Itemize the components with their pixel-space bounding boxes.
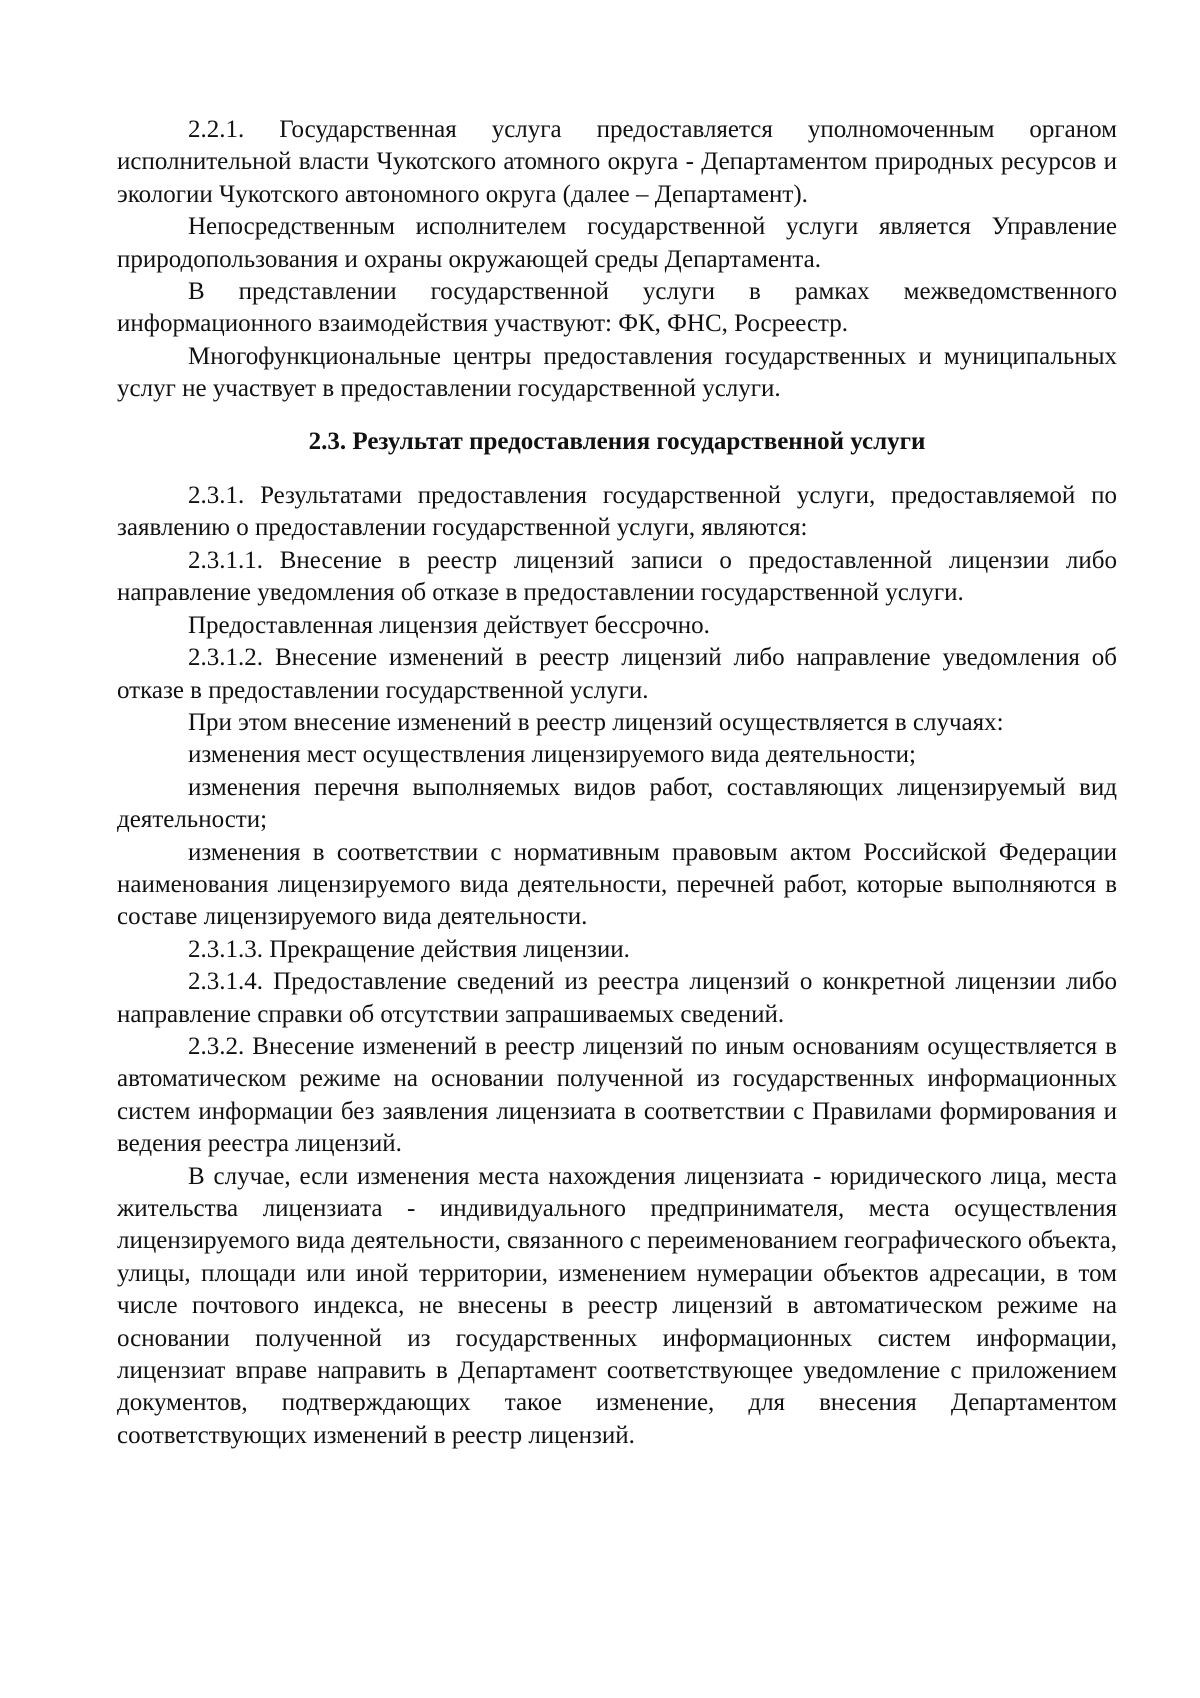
paragraph-change-cases: При этом внесение изменений в реестр лицензий осуществляется в случаях: <box>188 708 1004 736</box>
paragraph-2-3-2: 2.3.2. Внесение изменений в реестр лицензий по иным основаниям осуществляется в автоматическом режиме на основании полученной из государственных информационных систем информации без заявления лицензиата в соответствии с Правилами формирования и ведения реестра лицензий. <box>117 1032 1117 1158</box>
paragraph-interagency: В представлении государственной услуги в рамках межведомственного информационного взаимодействия участвуют: ФК, ФНС, Росреестр. <box>117 278 1117 338</box>
paragraph-2-3-1-4: 2.3.1.4. Предоставление сведений из реестра лицензий о конкретной лицензии либо направление справки об отсутствии запрашиваемых сведений. <box>117 968 1117 1028</box>
section-heading-2-3: 2.3. Результат предоставления государственной услуги <box>308 427 926 455</box>
document-page <box>117 114 1117 1452</box>
paragraph-case-works: изменения перечня выполняемых видов работ, составляющих лицензируемый вид деятельности; <box>117 773 1117 834</box>
paragraph-executor: Непосредственным исполнителем государственной услуги является Управление природопользования и охраны окружающей среды Департамента. <box>117 213 1117 273</box>
paragraph-case-places: изменения мест осуществления лицензируемого вида деятельности; <box>188 741 916 769</box>
paragraph-license-validity: Предоставленная лицензия действует бессрочно. <box>188 611 710 639</box>
paragraph-2-3-1-1: 2.3.1.1. Внесение в реестр лицензий записи о предоставленной лицензии либо направление уведомления об отказе в предоставлении государственной услуги. <box>117 546 1117 607</box>
paragraph-2-3-1-3: 2.3.1.3. Прекращение действия лицензии. <box>188 935 630 963</box>
paragraph-2-2-1: 2.2.1. Государственная услуга предоставляется уполномоченным органом исполнительной власти Чукотского атомного округа - Департаментом природных ресурсов и экологии Чукотского автономного округа (далее – Департамент). <box>117 116 1117 208</box>
paragraph-2-3-1: 2.3.1. Результатами предоставления государственной услуги, предоставляемой по заявлению о предоставлении государственной услуги, являются: <box>117 482 1117 542</box>
paragraph-mfc: Многофункциональные центры предоставления государственных и муниципальных услуг не участвует в предоставлении государственной услуги. <box>117 342 1117 403</box>
paragraph-case-naming: изменения в соответствии с нормативным правовым актом Российской Федерации наименования лицензируемого вида деятельности, перечней работ, которые выполняются в составе лицензируемого вида деятельности. <box>117 838 1117 931</box>
paragraph-2-3-1-2: 2.3.1.2. Внесение изменений в реестр лицензий либо направление уведомления об отказе в предоставлении государственной услуги. <box>117 644 1117 704</box>
paragraph-address-change: В случае, если изменения места нахождения лицензиата - юридического лица, места жительства лицензиата - индивидуального предпринимателя, места осуществления лицензируемого вида деятельности, связанного с переименованием географического объекта, улицы, площади или иной территории, изменением нумерации объектов адресации, в том числе почтового индекса, не внесены в реестр лицензий в автоматическом режиме на основании полученной из государственных информационных систем информации, лицензиат вправе направить в Департамент соответствующее уведомление с приложением документов, подтверждающих такое изменение, для внесения Департаментом соответствующих изменений в реестр лицензий. <box>117 1162 1117 1449</box>
